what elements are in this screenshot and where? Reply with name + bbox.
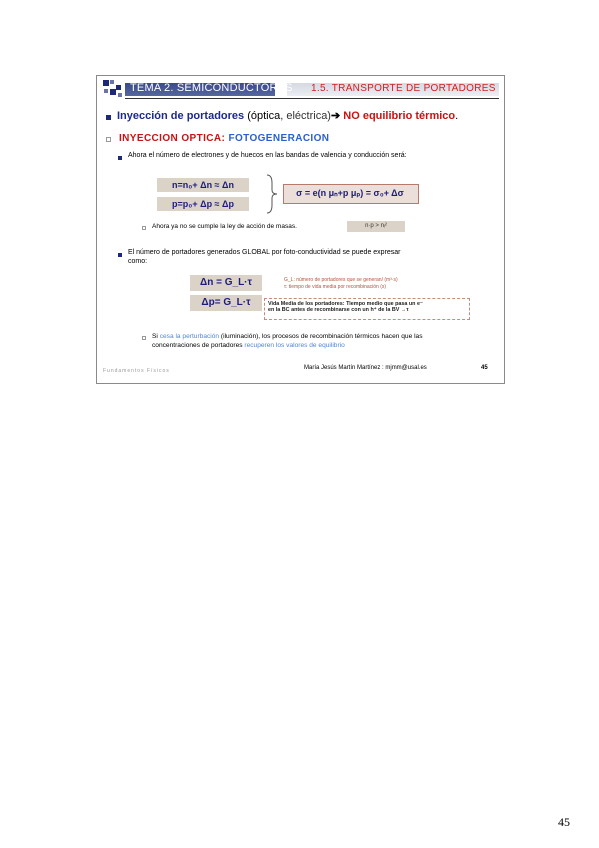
formula-dn: Δn = G_L·τ: [190, 275, 262, 291]
mass-action-text: Ahora ya no se cumple la ley de acción de masas.: [152, 223, 297, 230]
header-title: TEMA 2. SEMICONDUCTORES: [130, 82, 293, 94]
bullet-square-icon: [118, 253, 122, 257]
bullet-global-line1: El número de portadores generados GLOBAL por foto-conductividad se puede expresar: [128, 249, 401, 256]
header-divider: [125, 98, 499, 99]
page-number: 45: [558, 815, 570, 829]
bullet-electrones-text: Ahora el número de electrones y de huecos en las bandas de valencia y conducción será:: [128, 152, 407, 159]
brace-icon: [265, 173, 279, 215]
bullet-square-icon: [106, 115, 111, 120]
formula-n: n=n₀+ Δn ≈ Δn: [157, 178, 249, 192]
perturbacion-line2: concentraciones de portadores recuperen los valores de equilibrio: [152, 342, 345, 349]
vida-media-line1: Vida Media de los portadores: Tiempo medio que pasa un e⁻: [268, 301, 423, 307]
vida-media-line2: en la BC antes de recombinarse con un h⁺ de la BV →τ: [268, 307, 409, 313]
gl-definition-line2: τ: tiempo de vida media por recombinación (s): [284, 284, 387, 290]
mass-action-relation: n·p > nᵢ²: [347, 221, 405, 232]
bullet-global-line2: como:: [128, 258, 148, 265]
heading-inyeccion: Inyección de portadores (óptica, eléctrica)➔ NO equilibrio térmico.: [117, 110, 459, 122]
hollow-square-icon: [106, 137, 111, 142]
perturbacion-line1: Si cesa la perturbación (iluminación), los procesos de recombinación térmicos hacen que las: [152, 333, 423, 340]
formula-dp: Δp= G_L·τ: [190, 295, 262, 311]
vida-media-box: [264, 298, 470, 320]
header-subtitle: 1.5. TRANSPORTE DE PORTADORES: [311, 83, 496, 94]
slide: [96, 75, 505, 384]
gl-definition-line1: G_L: número de portadores que se generan/ (m³·s): [284, 277, 398, 283]
footer-author: María Jesús Martín Martínez : mjmm@usal.es: [304, 365, 427, 371]
formula-p: p=p₀+ Δp ≈ Δp: [157, 197, 249, 211]
hollow-square-icon: [142, 226, 146, 230]
slide-number: 45: [481, 365, 488, 371]
footer-course: Fundamentos Físicos: [103, 368, 170, 374]
bullet-square-icon: [118, 156, 122, 160]
slide-header: [97, 76, 504, 100]
hollow-square-icon: [142, 336, 146, 340]
heading-fotogeneracion: INYECCION OPTICA: FOTOGENERACION: [119, 133, 330, 144]
formula-sigma: σ = e(n μₙ+p μₚ) = σ₀+ Δσ: [296, 188, 404, 198]
